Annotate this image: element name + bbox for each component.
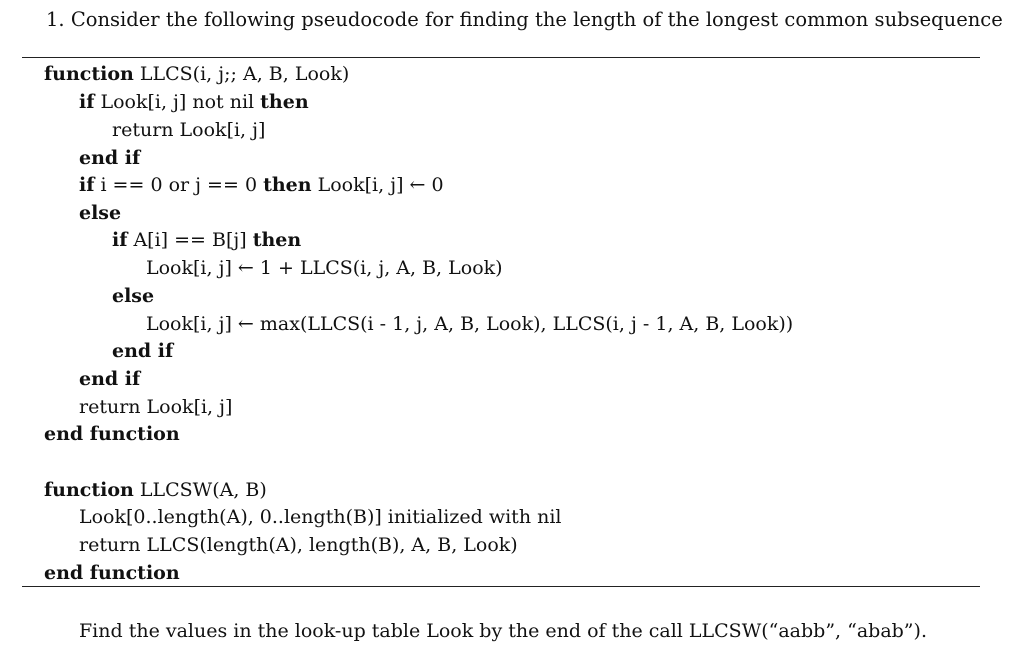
code-text: return Look[i, j]	[112, 119, 266, 141]
code-keyword: end if	[79, 147, 141, 169]
problem-number: 1.	[46, 8, 65, 31]
code-line	[44, 62, 349, 86]
code-line	[146, 312, 793, 336]
problem-heading	[46, 8, 1003, 32]
code-line	[79, 173, 444, 197]
code-keyword: if	[79, 91, 95, 113]
code-keyword: else	[112, 285, 155, 307]
code-keyword: function	[44, 479, 134, 501]
code-line	[112, 284, 154, 308]
code-line	[79, 367, 140, 391]
code-line	[44, 561, 180, 585]
code-text: LLCSW(A, B)	[133, 479, 267, 501]
code-line	[79, 395, 232, 419]
code-line	[112, 228, 301, 252]
code-keyword: else	[79, 202, 122, 224]
code-text: Look[i, j] not nil	[94, 91, 261, 113]
code-keyword: if	[79, 174, 95, 196]
code-text: return LLCS(length(A), length(B), A, B, Look)	[79, 534, 518, 556]
code-line	[146, 256, 503, 280]
code-text: return Look[i, j]	[79, 396, 233, 418]
code-line	[79, 505, 562, 529]
bottom-rule	[22, 586, 980, 587]
code-text: A[i] == B[j]	[127, 229, 253, 251]
code-keyword: function	[44, 63, 134, 85]
code-keyword: then	[263, 174, 312, 196]
code-line	[44, 478, 267, 502]
code-keyword: end if	[79, 368, 141, 390]
code-text: LLCS(i, j;; A, B, Look)	[133, 63, 350, 85]
code-line	[44, 422, 180, 446]
code-line	[112, 118, 265, 142]
code-line	[79, 146, 140, 170]
problem-intro: Consider the following pseudocode for finding the length of the longest common subsequence	[70, 8, 1003, 31]
code-keyword: then	[252, 229, 302, 251]
code-text: Look[i, j] ← 0	[311, 174, 444, 196]
code-text: Look[i, j] ← max(LLCS(i - 1, j, A, B, Look), LLCS(i, j - 1, A, B, Look))	[146, 313, 794, 335]
code-line	[79, 533, 518, 557]
code-line	[79, 90, 309, 114]
code-line	[112, 339, 173, 363]
code-keyword: then	[260, 91, 309, 113]
question-text: Find the values in the look-up table Look by the end of the call LLCSW(“aabb”, “abab”).	[79, 620, 927, 642]
code-line	[79, 201, 121, 225]
code-keyword: if	[112, 229, 128, 251]
top-rule	[22, 57, 980, 58]
code-text: Look[0..length(A), 0..length(B)] initialized with nil	[79, 506, 562, 528]
code-keyword: end function	[44, 423, 180, 445]
code-keyword: end if	[112, 340, 174, 362]
code-text: i == 0 or j == 0	[94, 174, 264, 196]
code-keyword: end function	[44, 562, 180, 584]
code-text: Look[i, j] ← 1 + LLCS(i, j, A, B, Look)	[146, 257, 503, 279]
